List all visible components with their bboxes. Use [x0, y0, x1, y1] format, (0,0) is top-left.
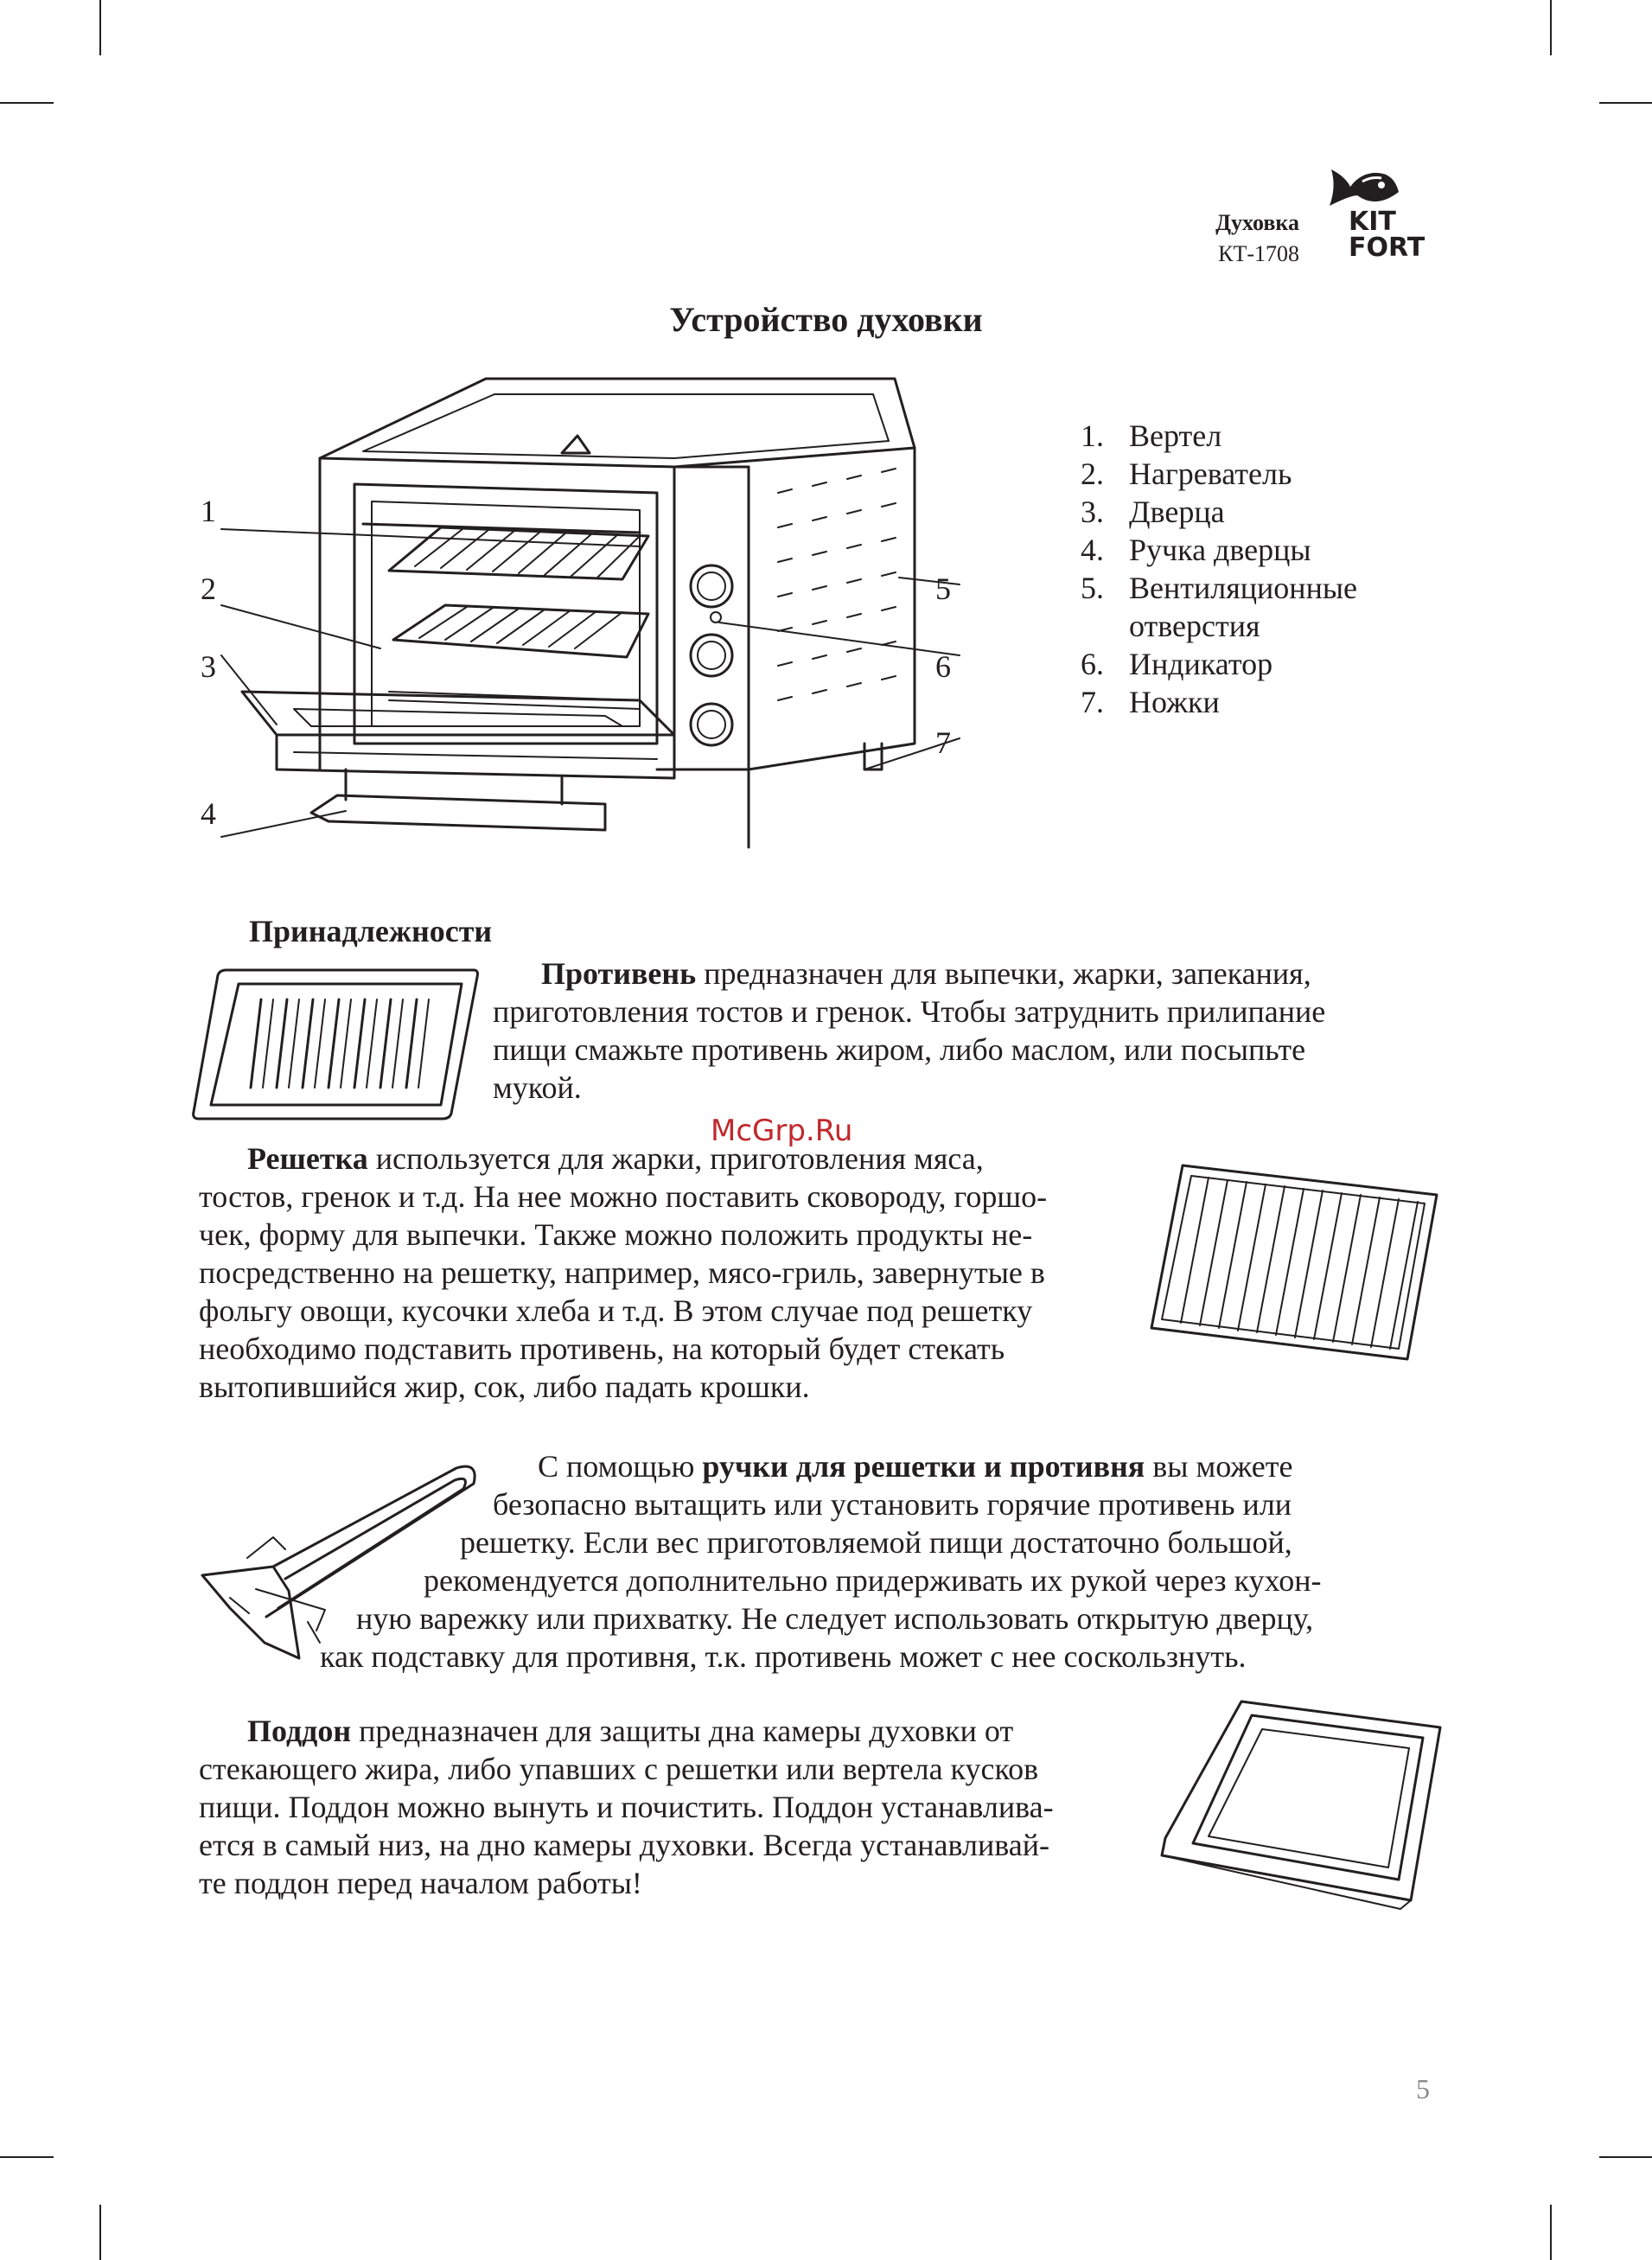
crumb-line: Поддон предназначен для защиты дна камеры духовки от [247, 1714, 1014, 1748]
handle-line-2: безопасно вытащить или установить горячие противень или [493, 1487, 1292, 1522]
rack-line: необходимо подставить противень, на который будет стекать [199, 1331, 1005, 1366]
tray-line: мукой. [493, 1070, 582, 1105]
handle-line: С помощью ручки для решетки и противня вы можете [538, 1449, 1293, 1484]
legend-item: 6. Индикатор [1081, 647, 1273, 681]
legend-item: 4. Ручка дверцы [1081, 533, 1311, 567]
wire-rack-image [1148, 1159, 1442, 1363]
crumb-line: стекающего жира, либо упавших с решетки или вертела кусков [199, 1752, 1039, 1786]
crop-mark [99, 2205, 101, 2260]
page-title: Устройство духовки [669, 300, 983, 339]
crumb-line: пищи. Поддон можно вынуть и почистить. Поддон устанавлива- [199, 1790, 1054, 1824]
watermark: McGrp.Ru [711, 1114, 853, 1148]
header-model: КТ-1708 [1218, 241, 1299, 266]
oven-illustration [190, 363, 968, 847]
fish-logo-icon [1324, 161, 1402, 213]
handle-paragraph [493, 1447, 1418, 1485]
callout-3: 3 [201, 649, 216, 684]
crop-mark [1550, 0, 1552, 55]
crumb-tray-paragraph [199, 1712, 1176, 1902]
logo-line2: FORT [1349, 233, 1426, 263]
crop-mark [1599, 2156, 1652, 2158]
parts-legend [1081, 417, 1444, 721]
rack-line: тостов, гренок и т.д. На нее можно поставить сковороду, горшо- [199, 1179, 1048, 1214]
legend-item: 2. Нагреватель [1081, 456, 1292, 491]
legend-item: 5. Вентиляционные отверстия [1081, 571, 1358, 643]
rack-line: Решетка используется для жарки, приготовления мяса, [247, 1141, 984, 1176]
rack-paragraph [199, 1140, 1158, 1406]
header-product: Духовка [1215, 210, 1299, 235]
callout-5: 5 [935, 571, 951, 606]
crop-mark [0, 102, 54, 104]
rack-line: фольгу овощи, кусочки хлеба и т.д. В этом случае под решетку [199, 1293, 1033, 1328]
brand-logo [1323, 161, 1435, 265]
rack-line: посредственно на решетку, например, мясо-гриль, завернутые в [199, 1255, 1045, 1290]
legend-item: 3. Дверца [1081, 495, 1225, 529]
tray-paragraph-rest [493, 993, 1418, 1107]
callout-4: 4 [201, 796, 216, 831]
crop-mark [99, 0, 101, 55]
baking-tray-image [192, 958, 477, 1122]
rack-line: вытопившийся жир, сок, либо падать крошки. [199, 1369, 810, 1404]
handle-line-5: ную варежку или прихватку. Не следует использовать открытую дверцу, [356, 1601, 1314, 1636]
tray-line: пищи смажьте противень жиром, либо маслом, или посыпьте [493, 1032, 1306, 1067]
callout-7: 7 [935, 725, 951, 760]
oven-diagram [190, 363, 968, 847]
legend-item: 7. Ножки [1081, 685, 1220, 719]
page-header [1124, 207, 1299, 270]
callout-1: 1 [201, 494, 216, 528]
crop-mark [1550, 2205, 1552, 2260]
crumb-line: те поддон перед началом работы! [199, 1866, 642, 1900]
tray-line: Противень предназначен для выпечки, жарки, запекания, [541, 956, 1311, 991]
callout-6: 6 [935, 649, 951, 684]
crumb-tray-image [1158, 1696, 1444, 1912]
tray-line: приготовления тостов и гренок. Чтобы затруднить прилипание [493, 994, 1326, 1029]
page-number: 5 [1416, 2073, 1430, 2104]
crop-mark [1599, 102, 1652, 104]
handle-line-3: решетку. Если вес приготовляемой пищи достаточно большой, [460, 1525, 1292, 1560]
legend-item: 1. Вертел [1081, 418, 1222, 453]
accessories-heading: Принадлежности [249, 914, 493, 948]
crumb-line: ется в самый низ, на дно камеры духовки. Всегда устанавливай- [199, 1828, 1050, 1862]
crop-mark [0, 2156, 54, 2158]
rack-line: чек, форму для выпечки. Также можно положить продукты не- [199, 1217, 1033, 1252]
logo-line1: KIT [1349, 207, 1396, 237]
handle-line-6: как подставку для противня, т.к. противень может с нее соскользнуть. [320, 1639, 1247, 1674]
handle-line-4: рекомендуется дополнительно придерживать их рукой через кухон- [424, 1563, 1322, 1598]
tray-paragraph [493, 954, 1418, 993]
callout-2: 2 [201, 571, 216, 606]
